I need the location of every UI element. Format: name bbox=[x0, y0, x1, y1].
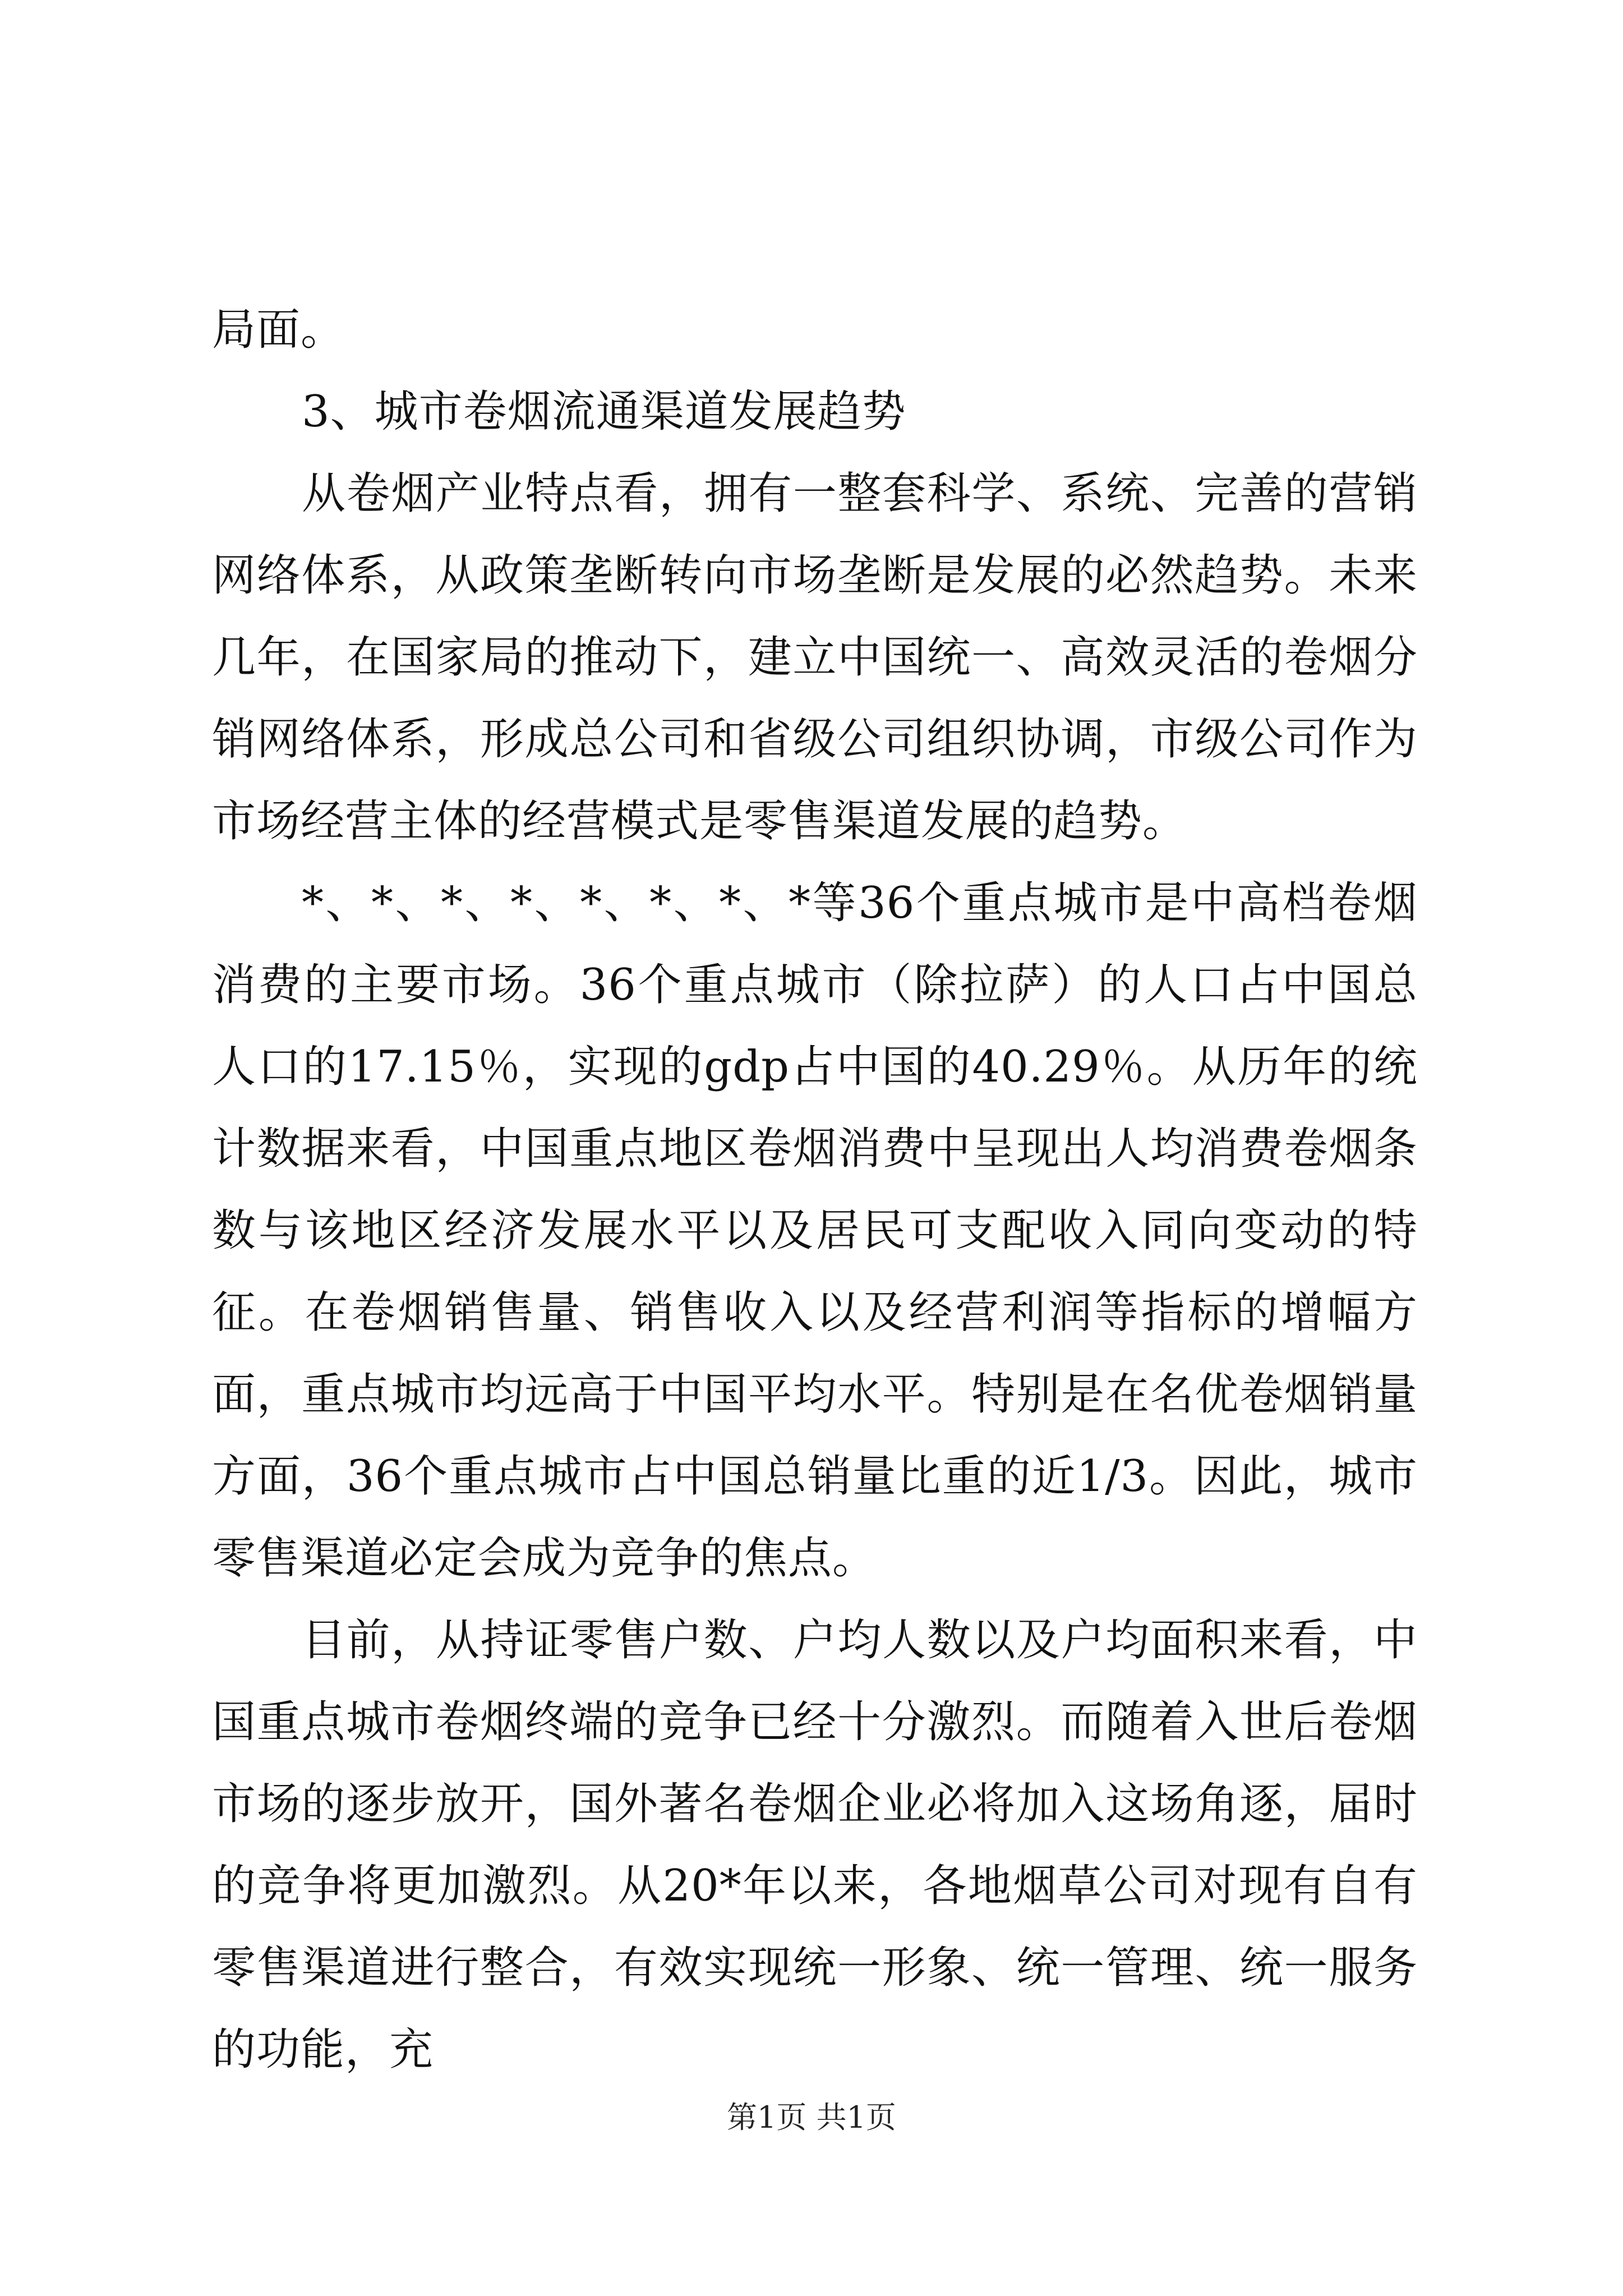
paragraph-industry-trend: 从卷烟产业特点看，拥有一整套科学、系统、完善的营销网络体系，从政策垄断转向市场垄断是发展的必然趋势。未来几年，在国家局的推动下，建立中国统一、高效灵活的卷烟分销网络体系，形成总公司和省级公司组织协调，市级公司作为市场经营主体的经营模式是零售渠道发展的趋势。 bbox=[212, 468, 1418, 846]
paragraph-continuation: 局面。 bbox=[212, 305, 345, 355]
document-body bbox=[212, 289, 1418, 2091]
paragraph-competition: 目前，从持证零售户数、户均人数以及户均面积来看，中国重点城市卷烟终端的竞争已经十分激烈。而随着入世后卷烟市场的逐步放开，国外著名卷烟企业必将加入这场角逐，届时的竞争将更加激烈。从20*年以来，各地烟草公司对现有自有零售渠道进行整合，有效实现统一形象、统一管理、统一服务的功能，充 bbox=[212, 1615, 1418, 2075]
page-footer: 第1页 共1页 bbox=[727, 2100, 896, 2135]
section-heading: 3、城市卷烟流通渠道发展趋势 bbox=[302, 386, 906, 437]
paragraph-key-cities: *、*、*、*、*、*、*、*等36个重点城市是中高档卷烟消费的主要市场。36个重点城市（除拉萨）的人口占中国总人口的17.15％，实现的gdp占中国的40.29％。从历年的统计数据来看，中国重点地区卷烟消费中呈现出人均消费卷烟条数与该地区经济发展水平以及居民可支配收入同向变动的特征。在卷烟销售量、销售收入以及经营利润等指标的增幅方面，重点城市均远高于中国平均水平。特别是在名优卷烟销量方面，36个重点城市占中国总销量比重的近1/3。因此，城市零售渠道必定会成为竞争的焦点。 bbox=[212, 878, 1418, 1584]
